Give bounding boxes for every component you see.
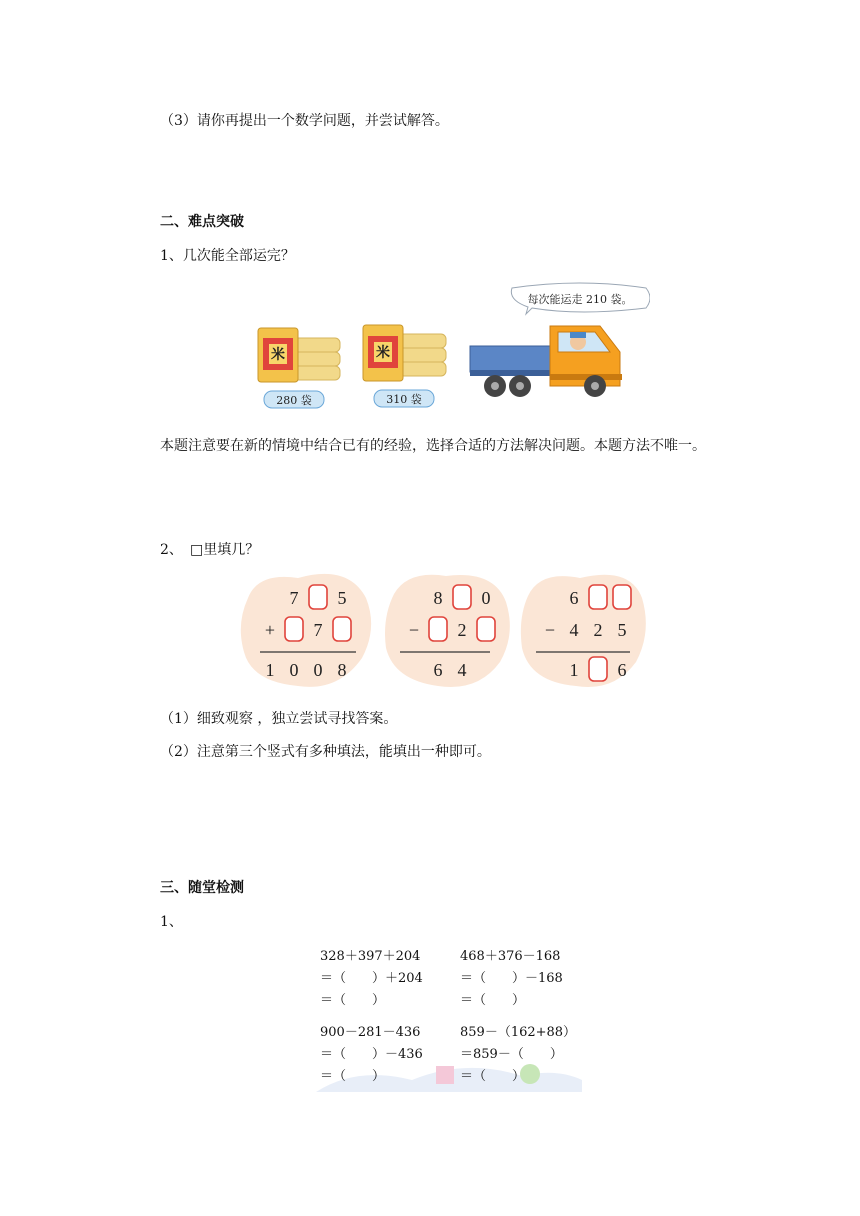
blank-box: [285, 617, 303, 641]
digit: 1: [569, 660, 579, 680]
digit: 8: [337, 660, 347, 680]
blank-box: [613, 585, 631, 609]
blank-box: [477, 617, 495, 641]
exercise-line: 900－281－436: [320, 1025, 421, 1040]
speech-bubble: [511, 283, 650, 314]
section-heading-check: 三、随堂检测: [160, 880, 244, 896]
digit: 6: [569, 588, 579, 608]
exercise-line: ＝859－（ ）: [460, 1047, 563, 1062]
exercise-line: ＝（ ）: [320, 993, 386, 1008]
question-1-title: 1、几次能全部运完？: [160, 248, 295, 264]
exercise-2: [460, 946, 563, 1012]
rice-bag-stack-1: [258, 328, 340, 408]
exercise-line: ＝（ ）－436: [320, 1047, 423, 1062]
blank-box: [589, 585, 607, 609]
exercise-line: 328＋397＋204: [320, 949, 421, 964]
digit: 2: [457, 620, 467, 640]
digit: 0: [313, 660, 323, 680]
blank-box: [429, 617, 447, 641]
speech-text: 每次能运走 210 袋。: [527, 293, 633, 306]
rice-symbol-1: 米: [271, 347, 285, 363]
blank-box: [309, 585, 327, 609]
digit: 5: [337, 588, 347, 608]
puzzle-1: [241, 574, 371, 687]
blank-box: [589, 657, 607, 681]
digit: 1: [265, 660, 275, 680]
bag-count-label-2: 310 袋: [386, 393, 422, 406]
blank-box: [453, 585, 471, 609]
exercise-line: ＝（ ）－168: [460, 971, 563, 986]
truck: [470, 326, 622, 397]
digit: 5: [617, 620, 627, 640]
exercise-line: 859－（162+88）: [460, 1025, 577, 1040]
vertical-arithmetic-puzzles: [236, 568, 646, 692]
blank-box: [333, 617, 351, 641]
exercise-card: [316, 940, 582, 1092]
puzzle-2: [385, 575, 510, 687]
operator: −: [408, 620, 420, 640]
digit: 7: [289, 588, 299, 608]
digit: 4: [457, 660, 467, 680]
digit: 0: [481, 588, 491, 608]
rice-truck-illustration: [250, 282, 650, 412]
exercise-line: ＝（ ）: [320, 1069, 386, 1084]
question-2-hint-1: （1）细致观察 ，独立尝试寻找答案。: [160, 711, 398, 727]
digit: 2: [593, 620, 603, 640]
exercise-line: ＝（ ）: [460, 993, 526, 1008]
rice-symbol-2: 米: [376, 345, 390, 361]
question-1-note: 本题注意要在新的情境中结合已有的经验，选择合适的方法解决问题。本题方法不唯一。: [160, 438, 706, 454]
section-heading-difficulty: 二、难点突破: [160, 214, 244, 230]
exercise-line: ＝（ ）: [460, 1069, 526, 1084]
operator: −: [544, 620, 556, 640]
digit: 6: [433, 660, 443, 680]
exercise-4: [460, 1022, 576, 1088]
exercise-3: [320, 1022, 423, 1088]
digit: 4: [569, 620, 579, 640]
rice-bag-stack-2: [363, 325, 446, 407]
question-2-number: 2、: [160, 542, 183, 558]
question-3: （3）请你再提出一个数学问题，并尝试解答。: [160, 113, 449, 129]
digit: 8: [433, 588, 443, 608]
question-2-hint-2: （2）注意第三个竖式有多种填法，能填出一种即可。: [160, 744, 491, 760]
exercise-line: ＝（ ）＋204: [320, 971, 423, 986]
digit: 7: [313, 620, 323, 640]
question-2-title: □里填几？: [190, 542, 260, 558]
exercise-1: [320, 946, 423, 1012]
puzzle-3: [521, 575, 646, 687]
bag-count-label-1: 280 袋: [276, 394, 312, 407]
section-3-question-1-number: 1、: [160, 914, 183, 930]
digit: 0: [289, 660, 299, 680]
exercise-line: 468＋376－168: [460, 949, 561, 964]
operator: +: [264, 620, 276, 640]
digit: 6: [617, 660, 627, 680]
